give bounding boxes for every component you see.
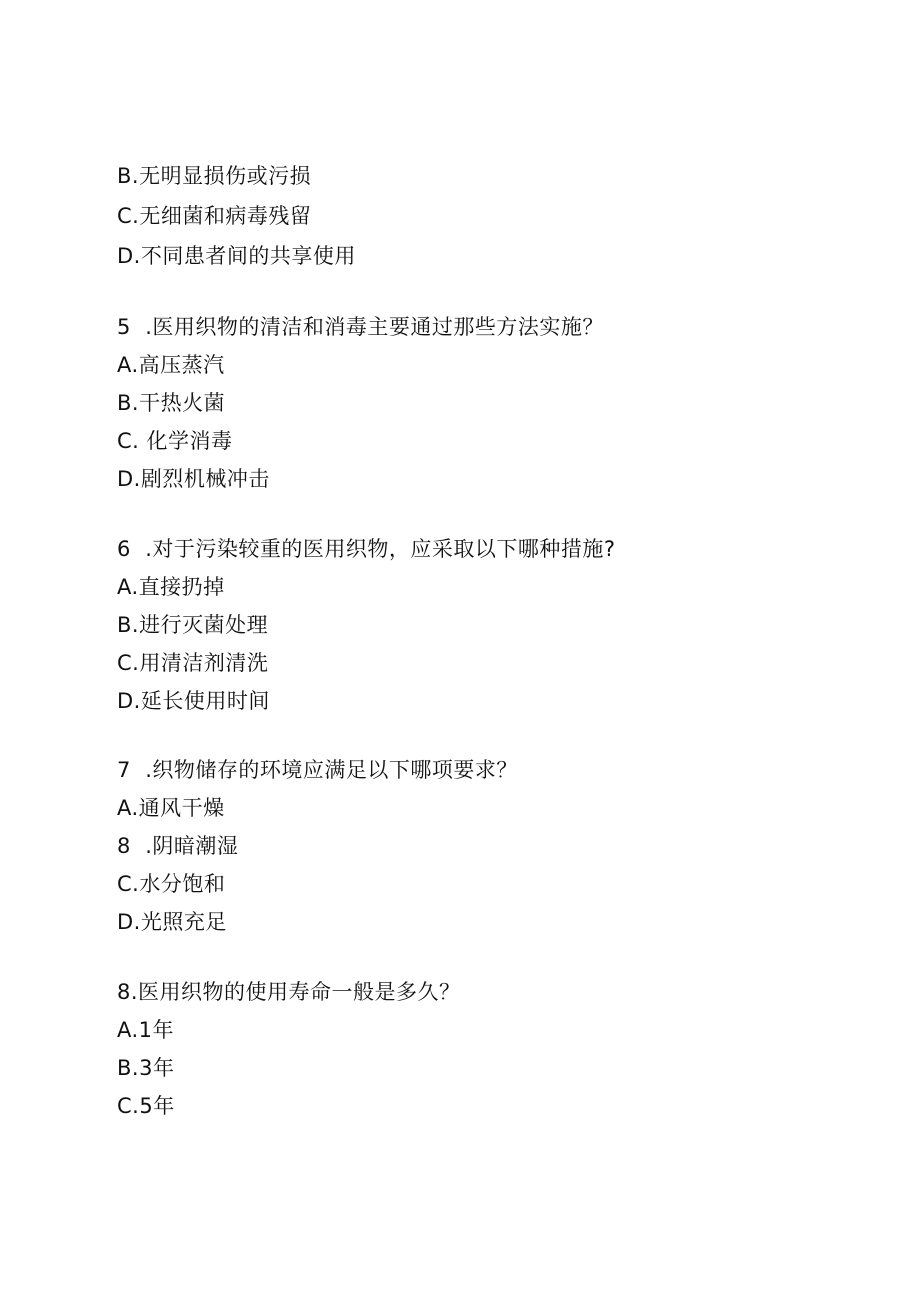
q8-option-b: B.3年 (117, 1056, 175, 1080)
question-6: 6 .对于污染较重的医用织物，应采取以下哪种措施? (117, 537, 616, 561)
q8-option-a: A.1年 (117, 1018, 175, 1042)
q5-option-b: B.干热火菌 (117, 391, 226, 415)
question-7: 7 .织物储存的环境应满足以下哪项要求？ (117, 758, 518, 782)
q7-option-c: C.水分饱和 (117, 872, 226, 896)
q7-option-d: D.光照充足 (117, 910, 227, 934)
q6-option-c: C.用清洁剂清洗 (117, 651, 269, 675)
q5-option-c: C. 化学消毒 (117, 429, 233, 453)
q8-option-c: C.5年 (117, 1094, 175, 1118)
option-c-line: C.无细菌和病毒残留 (117, 204, 312, 228)
q6-option-b: B.进行灭菌处理 (117, 613, 269, 637)
q5-option-d: D.剧烈机械冲击 (117, 467, 270, 491)
q5-option-a: A.高压蒸汽 (117, 353, 225, 377)
q7-option-a: A.通风干燥 (117, 796, 225, 820)
q7-option-b: 8 .阴暗潮湿 (117, 834, 239, 858)
question-8: 8.医用织物的使用寿命一般是多久？ (117, 980, 461, 1004)
q6-option-a: A.直接扔掉 (117, 575, 225, 599)
question-5: 5 .医用织物的清洁和消毒主要通过那些方法实施？ (117, 315, 604, 339)
option-d-line: D.不同患者间的共享使用 (117, 244, 356, 268)
q6-option-d: D.延长使用时间 (117, 689, 270, 713)
option-b-line: B.无明显损伤或污损 (117, 164, 312, 188)
